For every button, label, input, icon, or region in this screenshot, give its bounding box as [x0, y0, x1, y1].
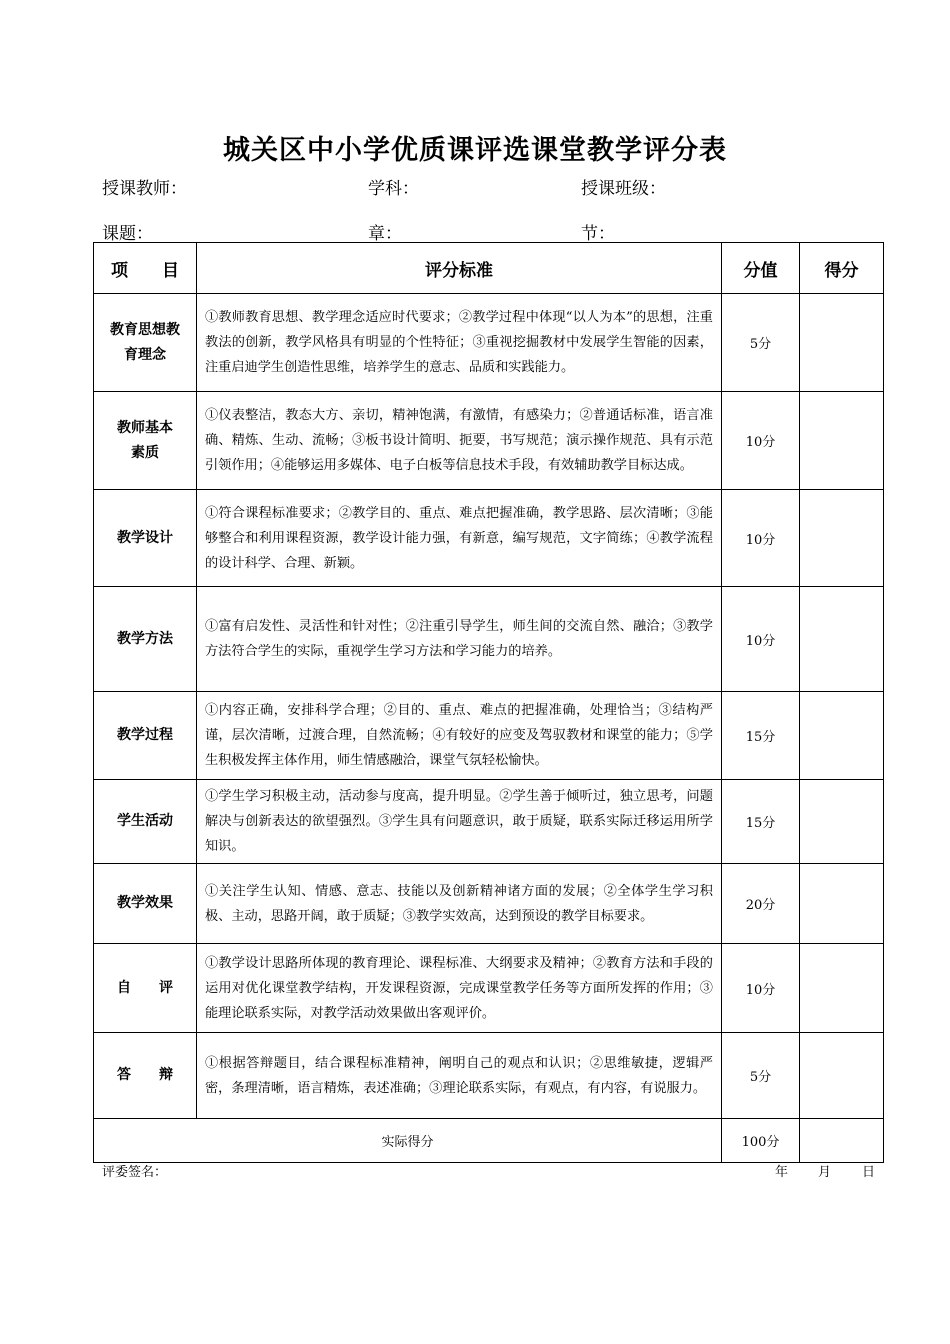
- scoring-table: [93, 242, 884, 1163]
- item-label: 教师基本: [117, 419, 173, 436]
- date-year-label: 年: [775, 1165, 789, 1180]
- table-row: [94, 864, 884, 944]
- table-row: [94, 1033, 884, 1119]
- item-label: 教育思想教: [110, 321, 180, 338]
- item-cell: [94, 944, 197, 1033]
- score-cell[interactable]: [800, 490, 884, 587]
- score-cell[interactable]: [800, 587, 884, 692]
- table-row: [94, 490, 884, 587]
- judge-signature-label: 评委签名：: [102, 1165, 168, 1180]
- value-cell: 15分: [722, 780, 800, 864]
- item-label: 答 辩: [117, 1067, 173, 1083]
- value-cell: 10分: [722, 392, 800, 490]
- criteria-cell: ①内容正确，安排科学合理；②目的、重点、难点的把握准确，处理恰当；③结构严谨，层次清晰，过渡合理，自然流畅；④有较好的应变及驾驭教材和课堂的能力；⑤学生积极发挥主体作用，师生情感融洽，课堂气氛轻松愉快。: [197, 692, 722, 780]
- criteria-cell: ①教师教育思想、教学理念适应时代要求；②教学过程中体现“以人为本”的思想，注重教法的创新，教学风格具有明显的个性特征；③重视挖掘教材中发展学生智能的因素，注重启迪学生创造性思维，培养学生的意志、品质和实践能力。: [197, 294, 722, 392]
- total-row: [94, 1119, 884, 1163]
- table-row: [94, 944, 884, 1033]
- criteria-cell: ①根据答辩题目，结合课程标准精神，阐明自己的观点和认识；②思维敏捷，逻辑严密，条理清晰，语言精炼，表述准确；③理论联系实际，有观点，有内容，有说服力。: [197, 1033, 722, 1119]
- score-cell[interactable]: [800, 392, 884, 490]
- header-item: 项 目: [94, 243, 197, 294]
- value-cell: 10分: [722, 490, 800, 587]
- criteria-cell: ①学生学习积极主动，活动参与度高，提升明显。②学生善于倾听过，独立思考，问题解决与创新表达的欲望强烈。③学生具有问题意识，敢于质疑，联系实际迁移运用所学知识。: [197, 780, 722, 864]
- section-label: 节：: [581, 224, 615, 244]
- value-cell: 15分: [722, 692, 800, 780]
- total-label: 实际得分: [94, 1119, 722, 1163]
- score-cell[interactable]: [800, 1033, 884, 1119]
- criteria-cell: ①仪表整洁，教态大方、亲切，精神饱满，有激情，有感染力；②普通话标准，语言准确、精炼、生动、流畅；③板书设计简明、扼要，书写规范；演示操作规范、具有示范引领作用；④能够运用多媒体、电子白板等信息技术手段，有效辅助教学目标达成。: [197, 392, 722, 490]
- table-row: [94, 587, 884, 692]
- table-row: [94, 692, 884, 780]
- item-label: 自 评: [117, 979, 173, 996]
- date-day-label: 日: [862, 1165, 876, 1180]
- item-label: 教学设计: [117, 529, 173, 546]
- item-cell: [94, 587, 197, 692]
- total-score-cell[interactable]: [800, 1119, 884, 1163]
- item-cell: [94, 692, 197, 780]
- item-cell: [94, 1033, 197, 1119]
- criteria-cell: ①富有启发性、灵活性和针对性；②注重引导学生，师生间的交流自然、融洽；③教学方法符合学生的实际，重视学生学习方法和学习能力的培养。: [197, 587, 722, 692]
- table-row: [94, 392, 884, 490]
- item-cell: [94, 294, 197, 392]
- criteria-cell: ①教学设计思路所体现的教育理论、课程标准、大纲要求及精神；②教育方法和手段的运用对优化课堂教学结构，开发课程资源，完成课堂教学任务等方面所发挥的作用；③能理论联系实际，对教学活动效果做出客观评价。: [197, 944, 722, 1033]
- score-cell[interactable]: [800, 692, 884, 780]
- item-label: 学生活动: [117, 813, 173, 829]
- value-cell: 5分: [722, 1033, 800, 1119]
- criteria-cell: ①符合课程标准要求；②教学目的、重点、难点把握准确，教学思路、层次清晰；③能够整合和利用课程资源，教学设计能力强，有新意，编写规范，文字简练；④教学流程的设计科学、合理、新颖。: [197, 490, 722, 587]
- class-label: 授课班级：: [581, 179, 666, 199]
- item-label: 教学过程: [117, 727, 173, 743]
- header-criteria: 评分标准: [197, 243, 722, 294]
- score-cell[interactable]: [800, 864, 884, 944]
- item-label: 育理念: [124, 346, 166, 363]
- item-label: 教学效果: [117, 895, 173, 911]
- item-cell: [94, 780, 197, 864]
- table-row: [94, 294, 884, 392]
- item-cell: [94, 490, 197, 587]
- date-month-label: 月: [818, 1165, 832, 1180]
- criteria-cell: ①关注学生认知、情感、意志、技能以及创新精神诸方面的发展；②全体学生学习积极、主动，思路开阔，敢于质疑；③教学实效高，达到预设的教学目标要求。: [197, 864, 722, 944]
- score-cell[interactable]: [800, 294, 884, 392]
- item-label: 教学方法: [117, 630, 173, 647]
- teacher-label: 授课教师：: [102, 179, 187, 199]
- item-cell: [94, 864, 197, 944]
- header-row: [94, 243, 884, 294]
- header-score: 得分: [800, 243, 884, 294]
- value-cell: 5分: [722, 294, 800, 392]
- score-cell[interactable]: [800, 944, 884, 1033]
- chapter-label: 章：: [368, 224, 402, 244]
- total-value: 100分: [722, 1119, 800, 1163]
- value-cell: 20分: [722, 864, 800, 944]
- header-value: 分值: [722, 243, 800, 294]
- topic-label: 课题：: [102, 224, 153, 244]
- item-label: 素质: [131, 444, 159, 461]
- value-cell: 10分: [722, 944, 800, 1033]
- value-cell: 10分: [722, 587, 800, 692]
- page-title: 城关区中小学优质课评选课堂教学评分表: [223, 135, 727, 166]
- subject-label: 学科：: [368, 179, 419, 199]
- table-row: [94, 780, 884, 864]
- score-cell[interactable]: [800, 780, 884, 864]
- item-cell: [94, 392, 197, 490]
